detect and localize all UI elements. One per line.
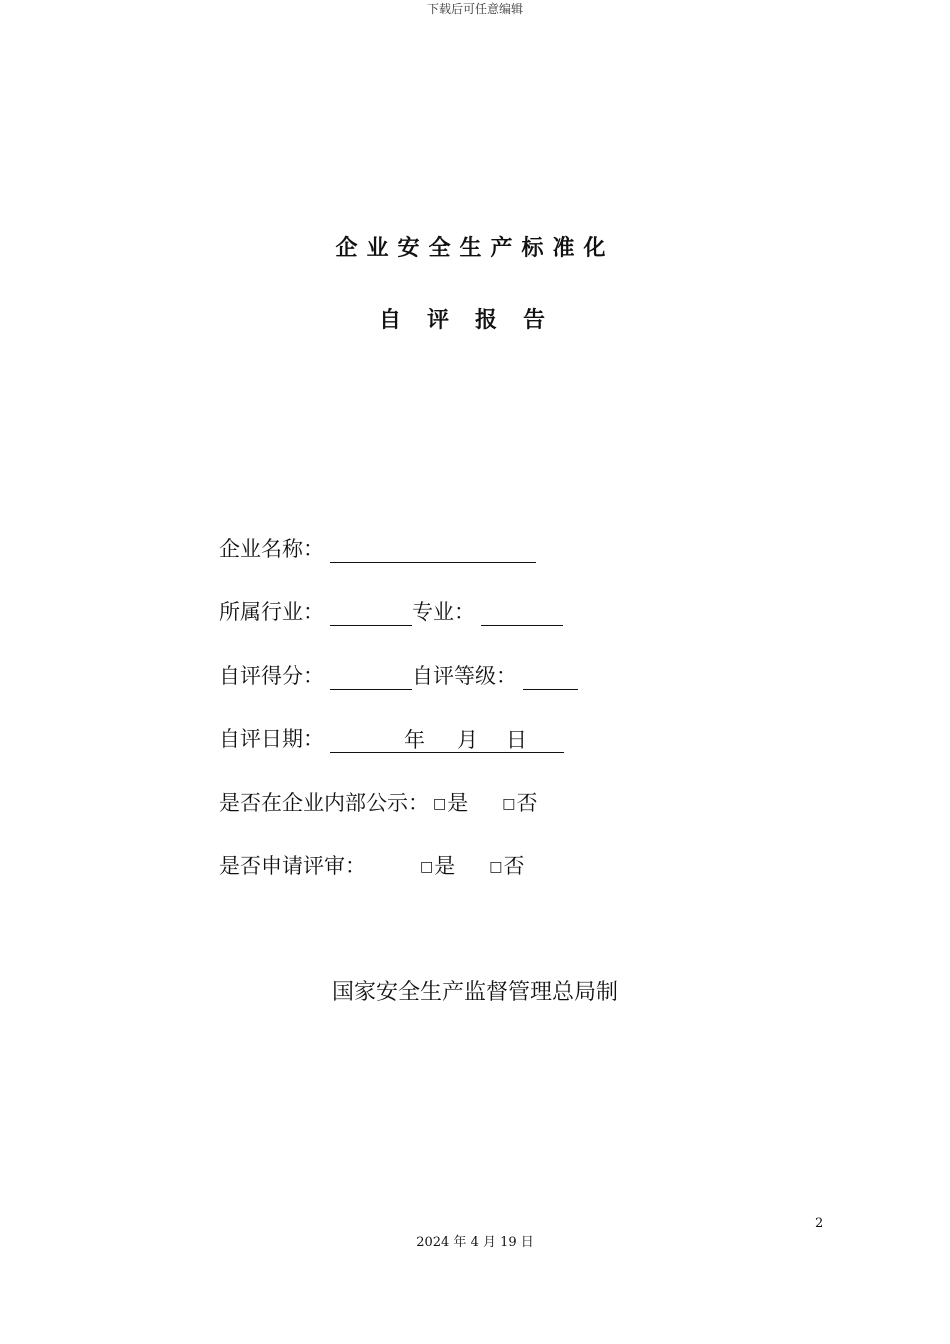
date-month-label: 月 — [457, 728, 478, 752]
industry-row — [219, 598, 563, 628]
self-score-field[interactable] — [330, 663, 412, 690]
self-date-row — [219, 725, 564, 755]
issuer-name: 国家安全生产监督管理总局制 — [331, 980, 618, 1005]
company-name-label: 企业名称： — [219, 537, 324, 561]
public-no-checkbox[interactable]: □ — [502, 796, 516, 812]
report-title-line-2: 自评报告 — [378, 308, 571, 333]
company-name-field[interactable] — [330, 536, 536, 563]
page-number: 2 — [815, 1216, 824, 1231]
self-date-label: 自评日期： — [219, 727, 324, 751]
self-score-label: 自评得分： — [219, 664, 324, 688]
public-yes-label: 是 — [447, 791, 469, 815]
header-note: 下载后可任意编辑 — [426, 2, 523, 16]
specialty-label: 专业： — [412, 600, 475, 624]
self-grade-field[interactable] — [523, 663, 578, 690]
review-yes-checkbox[interactable]: □ — [420, 859, 434, 875]
report-title-line-1: 企业安全生产标准化 — [335, 236, 615, 261]
footer-date: 2024 年 4 月 19 日 — [416, 1235, 534, 1250]
industry-label: 所属行业： — [219, 600, 324, 624]
public-no-label: 否 — [516, 791, 538, 815]
public-yes-checkbox[interactable]: □ — [433, 796, 447, 812]
date-year-label: 年 — [404, 728, 425, 752]
self-grade-label: 自评等级： — [412, 664, 517, 688]
self-score-row — [219, 662, 578, 692]
industry-field[interactable] — [330, 599, 412, 626]
review-no-checkbox[interactable]: □ — [489, 859, 503, 875]
public-notice-row — [219, 789, 537, 819]
review-no-label: 否 — [503, 854, 525, 878]
specialty-field[interactable] — [481, 599, 563, 626]
self-date-field[interactable] — [330, 726, 564, 753]
public-notice-label: 是否在企业内部公示： — [219, 791, 429, 815]
review-yes-label: 是 — [434, 854, 456, 878]
review-request-label: 是否申请评审： — [219, 854, 366, 878]
review-request-row — [219, 852, 524, 882]
date-day-label: 日 — [506, 728, 527, 752]
company-name-row — [219, 535, 536, 565]
